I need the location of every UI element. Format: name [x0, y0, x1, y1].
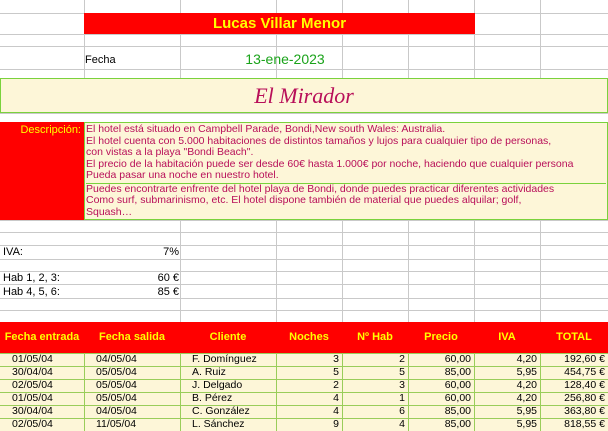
cell-precio[interactable]: 85,00 [444, 418, 471, 430]
header-iva[interactable]: IVA [498, 331, 516, 343]
cell-total[interactable]: 363,80 € [564, 405, 605, 417]
cell-total[interactable]: 256,80 € [564, 392, 605, 404]
table-row [0, 353, 608, 366]
header-total[interactable]: TOTAL [556, 331, 592, 343]
header-fecha-entrada[interactable]: Fecha entrada [4, 331, 80, 343]
cell-fecha-entrada[interactable]: 01/05/04 [12, 392, 53, 404]
cell-iva[interactable]: 4,20 [516, 353, 537, 365]
cell-fecha-salida[interactable]: 04/05/04 [96, 405, 137, 417]
fecha-label[interactable]: Fecha [85, 54, 116, 66]
header-precio[interactable]: Precio [424, 331, 458, 343]
table-header-row [0, 322, 608, 353]
descripcion-line: Puedes encontrarte enfrente del hotel playa de Bondi, donde puedes practicar diferentes actividades [86, 183, 606, 196]
cell-fecha-salida[interactable]: 04/05/04 [96, 353, 137, 365]
cell-cliente[interactable]: C. González [192, 405, 250, 417]
cell-iva[interactable]: 4,20 [516, 379, 537, 391]
iva-value[interactable]: 7% [163, 246, 179, 258]
cell-num-hab[interactable]: 2 [399, 353, 405, 365]
cell-noches[interactable]: 5 [333, 366, 339, 378]
descripcion-line: Como surf, submarinismo, etc. El hotel dispone también de material que puedes alquilar; golf, [86, 194, 522, 206]
descripcion-line: Squash… [86, 205, 133, 218]
cell-noches[interactable]: 9 [333, 418, 339, 430]
descripcion-line: El hotel cuenta con 5.000 habitaciones de distintos tamaños y lujos para cualquier tipo de personas, [86, 134, 552, 147]
cell-fecha-salida[interactable]: 11/05/04 [96, 418, 137, 430]
cell-num-hab[interactable]: 6 [399, 405, 405, 417]
cell-cliente[interactable]: L. Sánchez [192, 418, 245, 430]
hab-123-label[interactable]: Hab 1, 2, 3: [3, 272, 60, 284]
cell-total[interactable]: 192,60 € [564, 353, 605, 365]
header-cliente[interactable]: Cliente [209, 331, 247, 343]
cell-fecha-salida[interactable]: 05/05/04 [96, 366, 137, 378]
hab-456-label[interactable]: Hab 4, 5, 6: [3, 286, 60, 298]
table-row [0, 379, 608, 392]
title-cell[interactable]: Lucas Villar Menor [84, 13, 475, 34]
descripcion-line: con vistas a la playa "Bondi Beach". [86, 146, 254, 158]
cell-noches[interactable]: 4 [333, 392, 339, 404]
cell-noches[interactable]: 4 [333, 405, 339, 417]
cell-fecha-salida[interactable]: 05/05/04 [96, 379, 137, 391]
cell-precio[interactable]: 60,00 [444, 379, 471, 391]
cell-iva[interactable]: 4,20 [516, 392, 537, 404]
header-fecha-salida[interactable]: Fecha salida [98, 331, 166, 343]
table-row [0, 366, 608, 379]
hab-123-value[interactable]: 60 € [157, 272, 179, 284]
cell-iva[interactable]: 5,95 [516, 366, 537, 378]
header-num-hab[interactable]: Nº Hab [357, 331, 393, 343]
cell-precio[interactable]: 85,00 [444, 405, 471, 417]
fecha-value-cell[interactable]: 13-ene-2023 [245, 51, 325, 67]
cell-fecha-salida[interactable]: 05/05/04 [96, 392, 137, 404]
cell-noches[interactable]: 2 [333, 379, 339, 391]
cell-total[interactable]: 454,75 € [564, 366, 605, 378]
table-row [0, 405, 608, 418]
cell-fecha-entrada[interactable]: 01/05/04 [12, 353, 53, 365]
cell-cliente[interactable]: A. Ruiz [192, 366, 226, 378]
cell-iva[interactable]: 5,95 [516, 405, 537, 417]
descripcion-line: El hotel está situado en Campbell Parade, Bondi,New south Wales: Australia. [86, 123, 446, 135]
cell-fecha-entrada[interactable]: 30/04/04 [12, 405, 53, 417]
table-row [0, 392, 608, 405]
header-noches[interactable]: Noches [289, 331, 329, 343]
cell-iva[interactable]: 5,95 [516, 418, 537, 430]
cell-noches[interactable]: 3 [333, 353, 339, 365]
cell-num-hab[interactable]: 1 [399, 392, 405, 404]
cell-precio[interactable]: 60,00 [444, 392, 471, 404]
reservations-table [0, 353, 608, 431]
cell-cliente[interactable]: F. Domínguez [192, 353, 257, 365]
cell-num-hab[interactable]: 5 [399, 366, 405, 378]
hab-456-value[interactable]: 85 € [157, 286, 179, 298]
cell-precio[interactable]: 85,00 [444, 366, 471, 378]
table-row [0, 418, 608, 431]
cell-total[interactable]: 128,40 € [564, 379, 605, 391]
cell-num-hab[interactable]: 4 [399, 418, 405, 430]
cell-num-hab[interactable]: 3 [399, 379, 405, 391]
hotel-name-cell[interactable]: El Mirador [0, 78, 608, 113]
descripcion-line: El precio de la habitación puede ser desde 60€ hasta 1.000€ por noche, haciendo que cualquier persona [86, 157, 574, 170]
iva-label[interactable]: IVA: [3, 246, 23, 258]
cell-fecha-entrada[interactable]: 02/05/04 [12, 418, 53, 430]
descripcion-cell[interactable] [84, 122, 608, 220]
cell-fecha-entrada[interactable]: 02/05/04 [12, 379, 53, 391]
cell-total[interactable]: 818,55 € [564, 418, 605, 430]
descripcion-line: Pueda pasar una noche en nuestro hotel. [86, 169, 279, 181]
descripcion-label[interactable]: Descripción: [0, 122, 84, 220]
cell-fecha-entrada[interactable]: 30/04/04 [12, 366, 53, 378]
cell-precio[interactable]: 60,00 [444, 353, 471, 365]
cell-cliente[interactable]: J. Delgado [192, 379, 243, 391]
cell-cliente[interactable]: B. Pérez [192, 392, 233, 404]
